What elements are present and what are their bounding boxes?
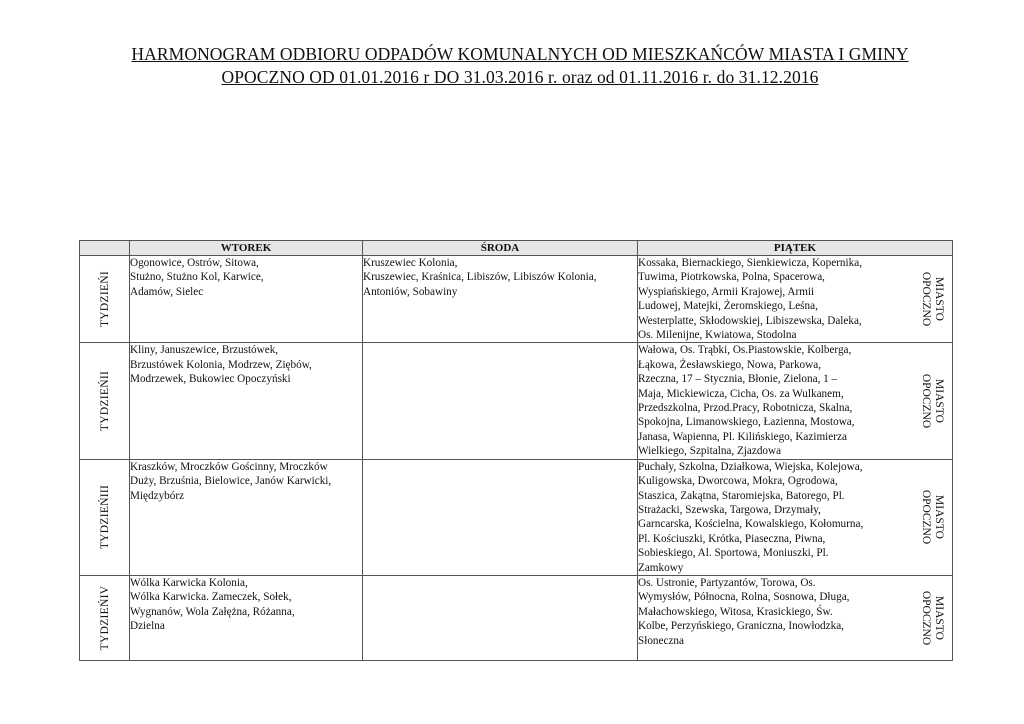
table-row-week-1	[80, 256, 953, 343]
table-row-week-3	[80, 459, 953, 575]
tuesday-cell	[130, 256, 363, 343]
wednesday-cell	[363, 343, 638, 459]
week-label-cell	[80, 575, 130, 660]
city-side-label: MIASTO OPOCZNO	[920, 272, 945, 327]
city-side-label: MIASTO OPOCZNO	[920, 373, 945, 429]
tuesday-localities: Kraszków, Mroczków Gościnny, Mroczków Duży, Brzuśnia, Bielowice, Janów Karwicki, Międzybórz	[130, 460, 332, 502]
week-label: TYDZIEŃIV	[98, 585, 111, 651]
wednesday-localities: Kruszewiec Kolonia, Kruszewiec, Kraśnica, Libiszów, Libiszów Kolonia, Antoniów, Sobawiny	[363, 257, 597, 298]
friday-streets: Wałowa, Os. Trąbki, Os.Piastowskie, Kolberga, Łąkowa, Żesławskiego, Nowa, Parkowa, Rzeczna, 17 – Stycznia, Błonie, Zielona, 1 – Maja, Mickiewicza, Cicha, Os. za Wulkanem, Przedszkolna, Przod.Pracy, Robotnicza, Skalna, Spokojna, Limanowskiego, Łazienna, Mostowa, Janasa, Wapienna, Pl. Kilińskiego, Kazimierza Wielkiego, Szpitalna, Zjazdowa	[638, 344, 855, 458]
friday-streets: Puchały, Szkolna, Działkowa, Wiejska, Kolejowa, Kuligowska, Dworcowa, Mokra, Ogrodowa, Staszica, Zakątna, Staromiejska, Batorego, Pl. Strażacki, Szewska, Targowa, Drzymały, Garncarska, Kościelna, Kowalskiego, Kołomurna, Pl. Kościuszki, Krótka, Piaseczna, Piwna, Sobieskiego, Al. Sportowa, Moniuszki, Pl. Zamkowy	[638, 460, 864, 574]
wednesday-cell	[363, 256, 638, 343]
week-label: TYDZIEŃII	[98, 370, 111, 432]
city-side-label: MIASTO OPOCZNO	[920, 490, 945, 545]
friday-cell	[638, 343, 953, 459]
wednesday-cell	[363, 459, 638, 575]
tuesday-localities: Ogonowice, Ostrów, Sitowa, Stużno, Stużno Kol, Karwice, Adamów, Sielec	[130, 257, 264, 298]
week-label-cell	[80, 459, 130, 575]
header-tuesday: WTOREK	[130, 241, 363, 256]
tuesday-cell	[130, 575, 363, 660]
friday-cell	[638, 256, 953, 343]
friday-cell	[638, 459, 953, 575]
tuesday-localities: Wólka Karwicka Kolonia, Wólka Karwicka. Zameczek, Sołek, Wygnanów, Wola Załężna, Różanna, Dzielna	[130, 576, 295, 633]
friday-cell	[638, 575, 953, 660]
week-label: TYDZIEŃI	[98, 271, 111, 328]
schedule-table	[79, 240, 953, 661]
friday-streets: Os. Ustronie, Partyzantów, Torowa, Os. Wymysłów, Północna, Rolna, Sosnowa, Długa, Małachowskiego, Witosa, Krasickiego, Św. Kolbe, Perzyńskiego, Graniczna, Inowłodzka, Słoneczna	[638, 576, 850, 647]
wednesday-cell	[363, 575, 638, 660]
table-row-week-4	[80, 575, 953, 660]
header-friday: PIĄTEK	[638, 241, 953, 256]
document-title-line-2: OPOCZNO OD 01.01.2016 r DO 31.03.2016 r. oraz od 01.11.2016 r. do 31.12.2016	[221, 67, 819, 87]
city-side-label: MIASTO OPOCZNO	[920, 590, 945, 646]
tuesday-cell	[130, 343, 363, 459]
friday-streets: Kossaka, Biernackiego, Sienkiewicza, Kopernika, Tuwima, Piotrkowska, Polna, Spacerowa, Wyspiańskiego, Armii Krajowej, Armii Ludowej, Matejki, Żeromskiego, Leśna, Westerplatte, Skłodowskiej, Libiszewska, Daleka, Os. Milenijne, Kwiatowa, Stodolna	[638, 257, 862, 342]
corner-header-cell	[80, 241, 130, 256]
document-title-line-1: HARMONOGRAM ODBIORU ODPADÓW KOMUNALNYCH OD MIESZKAŃCÓW MIASTA I GMINY	[131, 44, 909, 64]
header-row	[80, 241, 953, 256]
table-row-week-2	[80, 343, 953, 459]
week-label-cell	[80, 343, 130, 459]
tuesday-cell	[130, 459, 363, 575]
tuesday-localities: Kliny, Januszewice, Brzustówek, Brzustówek Kolonia, Modrzew, Ziębów, Modrzewek, Bukowiec Opoczyński	[130, 344, 312, 386]
week-label: TYDZIEŃIII	[98, 485, 111, 550]
week-label-cell	[80, 256, 130, 343]
header-wednesday: ŚRODA	[363, 241, 638, 256]
